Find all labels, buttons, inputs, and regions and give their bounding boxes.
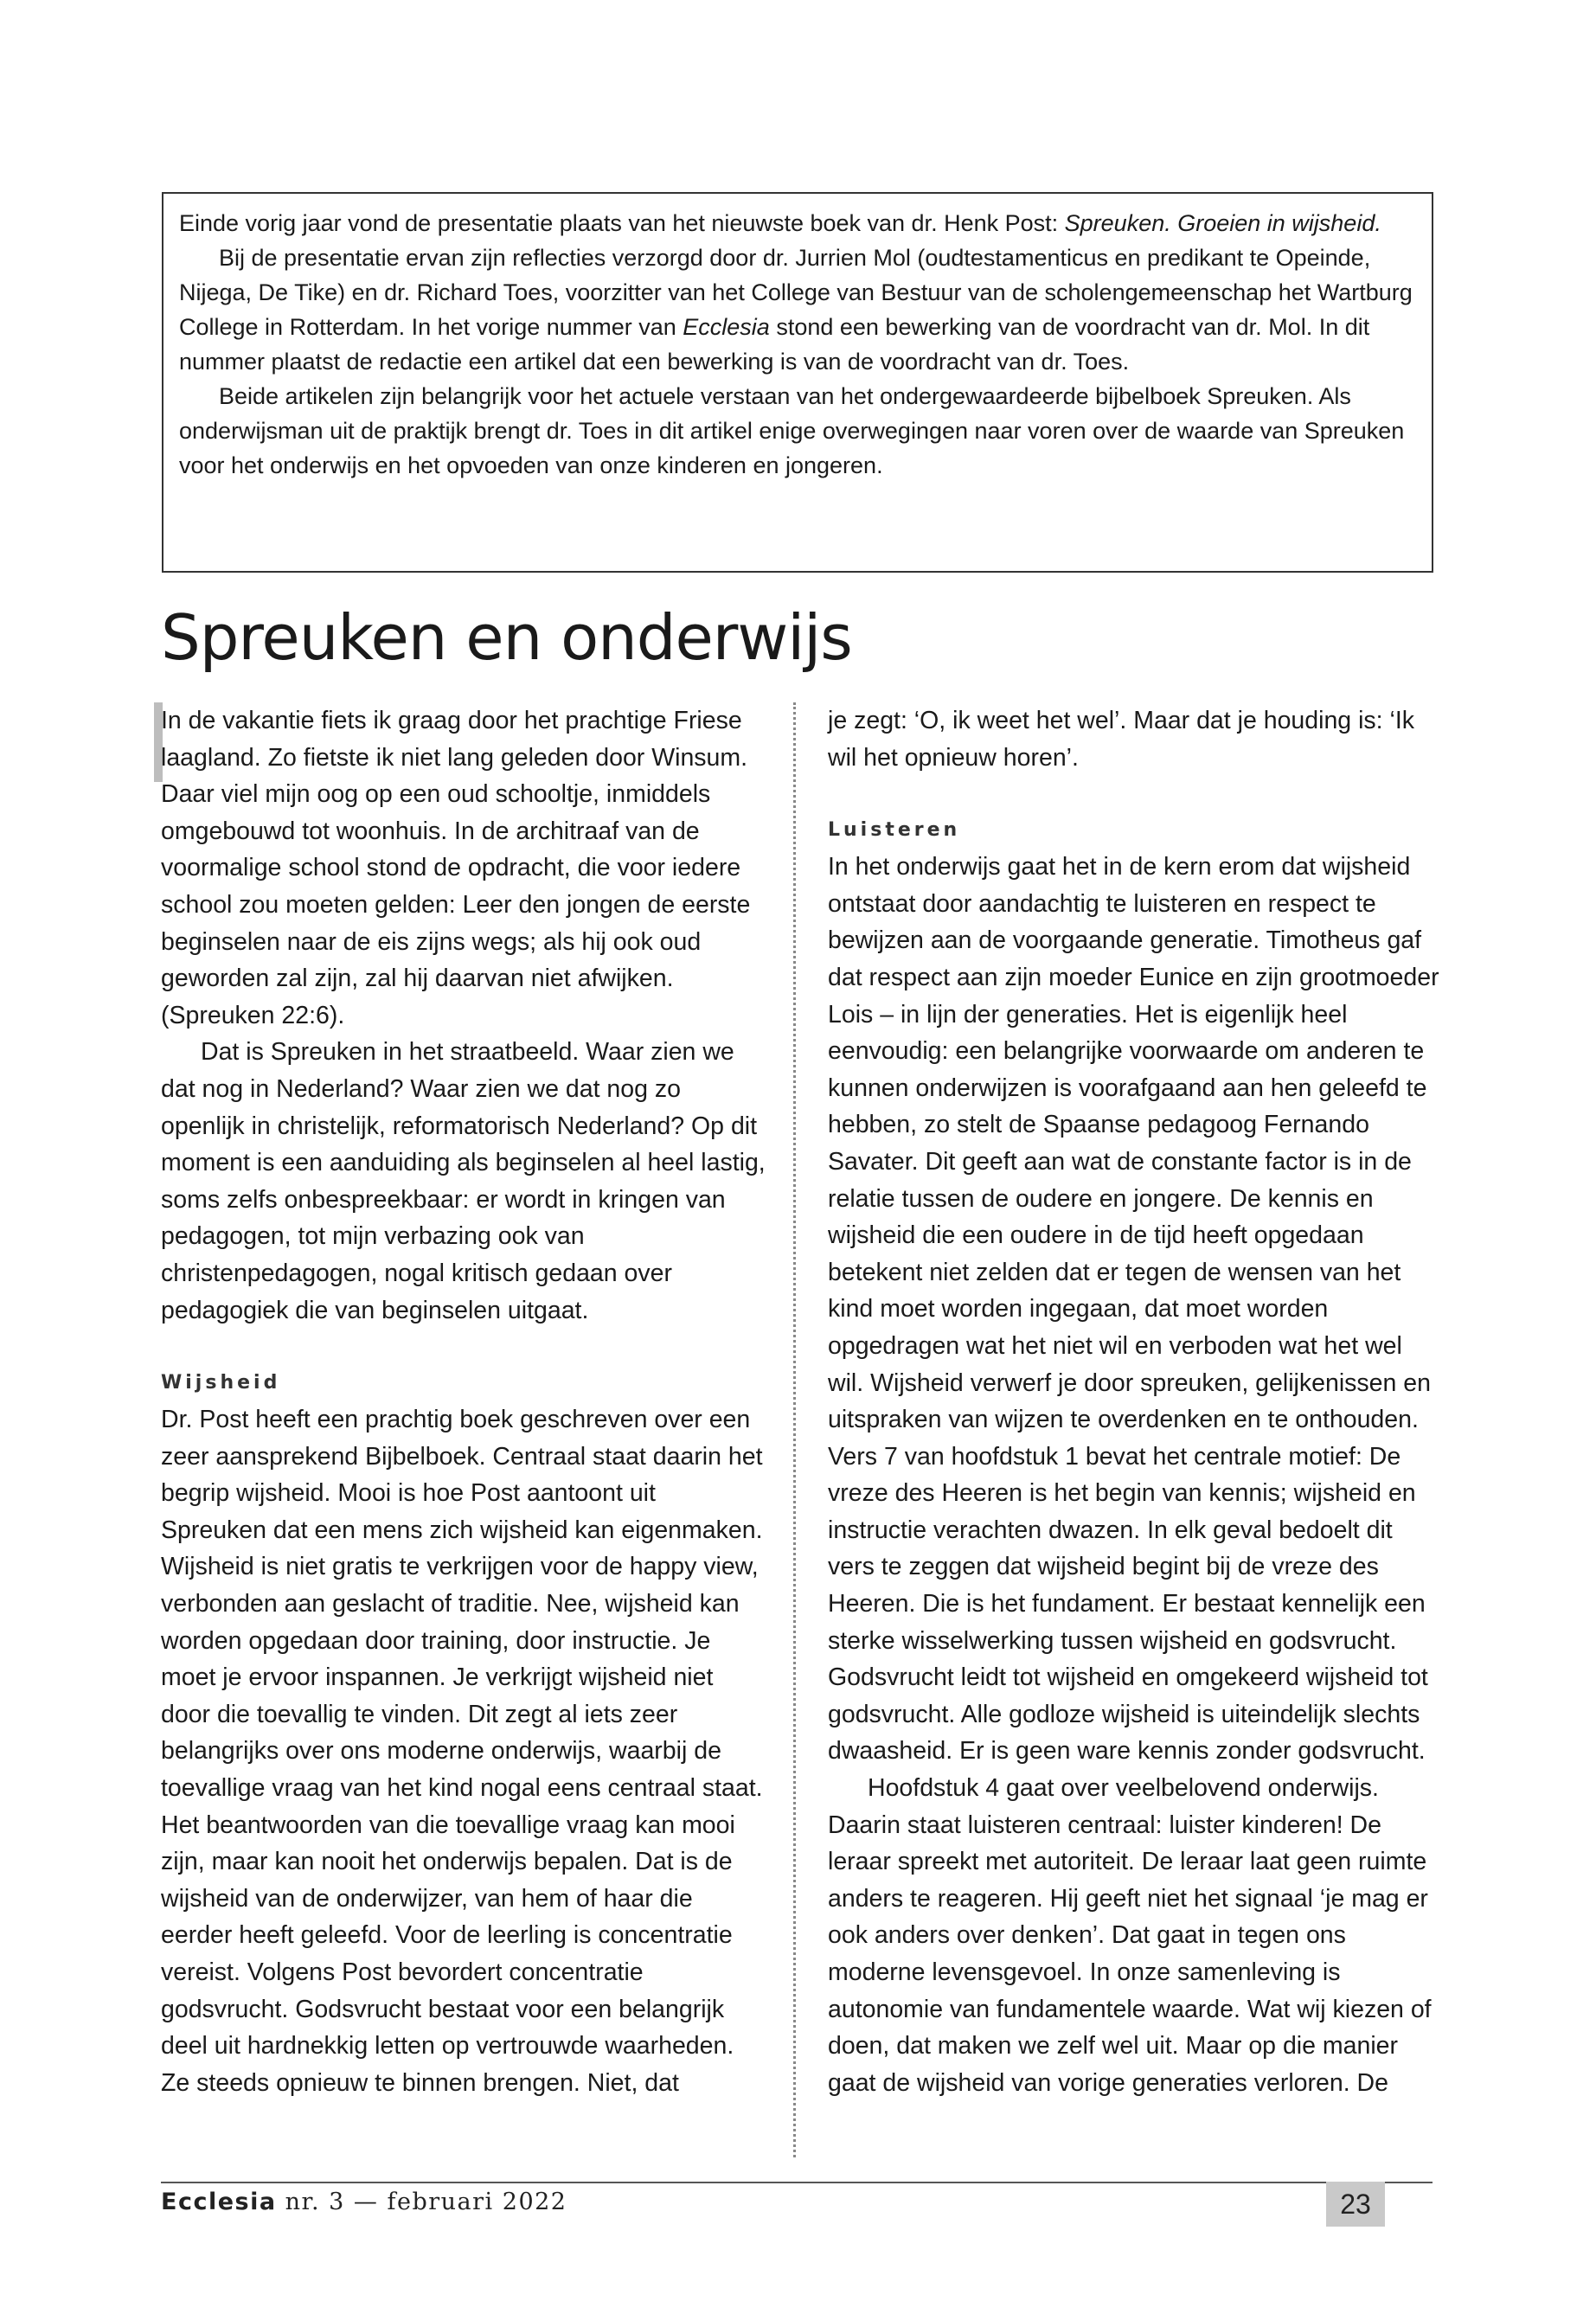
body-paragraph: Hoofdstuk 4 gaat over veelbelovend onderwijs. Daarin staat luisteren centraal: luister kinderen! De leraar spreekt met autoriteit. De leraar laat geen ruimte anders te reageren. Hij geeft niet het signaal ‘je mag er ook anders over denken’. Dat gaat in tegen ons moderne levensgevoel. In onze samenleving is autonomie van fundamentele waarde. Wat wij kiezen of doen, dat maken we zelf wel uit. Maar op die manier gaat de wijsheid van vorige generaties verloren. De [828, 1774, 1432, 2097]
body-paragraph: In de vakantie fiets ik graag door het prachtige Friese laagland. Zo fietste ik niet lang geleden door Winsum. Daar viel mijn oog op een oud schooltje, inmiddels omgebouwd tot woonhuis. In de architraaf van de voormalige school stond de opdracht, die voor iedere school zou moeten gelden: Leer den jongen de eerste beginselen naar de eis zijns wegs; als hij ook oud geworden zal zijn, zal hij daarvan niet afwijken. (Spreuken 22:6). [161, 707, 751, 1029]
body-paragraph: Dat is Spreuken in het straatbeeld. Waar zien we dat nog in Nederland? Waar zien we dat nog zo openlijk in christelijk, reformatorisch Nederland? Op dit moment is een aanduiding als beginselen al heel lastig, soms zelfs onbespreekbaar: er wordt in kringen van pedagogen, tot mijn verbazing ook van christenpedagogen, nogal kritisch gedaan over pedagogiek die van beginselen uitgaat. [161, 1038, 766, 1324]
column-right [828, 702, 1440, 2101]
footer-rule [161, 2182, 1433, 2183]
footer-issue [161, 2189, 567, 2215]
body-paragraph: In het onderwijs gaat het in de kern erom dat wijsheid ontstaat door aandachtig te luisteren en respect te bewijzen aan de voorgaande generatie. Timotheus gaf dat respect aan zijn moeder Eunice en zijn grootmoeder Lois – in lijn der generaties. Het is eigenlijk heel eenvoudig: een belangrijke voorwaarde om anderen te kunnen onderwijzen is voorafgaand aan hen geleefd te hebben, zo stelt de Spaanse pedagoog Fernando Savater. Dit geeft aan wat de constante factor is in de relatie tussen de oudere en jongere. De kennis en wijsheid die een oudere in de tijd heeft opgedaan betekent niet zelden dat er tegen de wensen van het kind moet worden ingegaan, dat moet worden opgedragen wat het niet wil en verboden wat het wel wil. Wijsheid verwerf je door spreuken, gelijkenissen en uitspraken van wijzen te overdenken en te onthouden. Vers 7 van hoofdstuk 1 bevat het centrale motief: De vreze des Heeren is het begin van kennis; wijsheid en instructie verachten dwazen. In elk geval bedoelt dit vers te zeggen dat wijsheid begint bij de vreze des Heeren. Die is het fundament. Er bestaat kennelijk een sterke wisselwerking tussen wijsheid en godsvrucht. Godsvrucht leidt tot wijsheid en omgekeerd wijsheid tot godsvrucht. Alle godloze wijsheid is uiteindelijk slechts dwaasheid. Er is geen ware kennis zonder godsvrucht. [828, 853, 1439, 1766]
column-divider [793, 702, 796, 2157]
footer-journal: Ecclesia [161, 2189, 277, 2215]
intro-text: Einde vorig jaar vond de presentatie plaats van het nieuwste boek van dr. Henk Post: [179, 210, 1065, 236]
body-paragraph: je zegt: ‘O, ik weet het wel’. Maar dat je houding is: ‘Ik wil het opnieuw horen’. [828, 707, 1414, 772]
body-paragraph: Dr. Post heeft een prachtig boek geschreven over een zeer aansprekend Bijbelboek. Centraal staat daarin het begrip wijsheid. Mooi is hoe Post aantoont uit Spreuken dat een mens zich wijsheid kan eigenmaken. Wijsheid is niet gratis te verkrijgen voor de happy view, verbonden aan geslacht of traditie. Nee, wijsheid kan worden opgedaan door training, door instructie. Je moet je ervoor inspannen. Je verkrijgt wijsheid niet door die toevallig te vinden. Dit zegt al iets zeer belangrijks over ons moderne onderwijs, waarbij de toevallige vraag van het kind nogal eens centraal staat. Het beantwoorden van die toevallige vraag kan mooi zijn, maar kan nooit het onderwijs bepalen. Dat is de wijsheid van de onderwijzer, van hem of haar die eerder heeft geleefd. Voor de leerling is concentratie vereist. Volgens Post bevordert concentratie godsvrucht. Godsvrucht bestaat voor een belangrijk deel uit hardnekkig letten op vertrouwde waarheden. Ze steeds opnieuw te binnen brengen. Niet, dat [161, 1406, 763, 2097]
column-left [161, 702, 766, 2101]
intro-paragraph-1 [179, 206, 1416, 240]
section-heading-wijsheid: Wijsheid [161, 1372, 281, 1394]
book-title: Spreuken. Groeien in wijsheid. [1064, 210, 1381, 236]
intro-paragraph-3: Beide artikelen zijn belangrijk voor het actuele verstaan van het ondergewaardeerde bijbelboek Spreuken. Als onderwijsman uit de praktijk brengt dr. Toes in dit artikel enige overwegingen naar voren over de waarde van Spreuken voor het onderwijs en het opvoeden van onze kinderen en jongeren. [179, 383, 1405, 478]
page-number: 23 [1326, 2182, 1385, 2227]
intro-text: Bij de presentatie ervan zijn reflecties verzorgd door dr. Jurrien Mol (oudtestamenticus en predikant te Opeinde, Nijega, De Tike) en dr. Richard Toes, voorzitter van het College van Bestuur van de scholengemeenschap het Wartburg College in Rotterdam. In het vorige nummer van [179, 245, 1413, 340]
journal-name: Ecclesia [683, 314, 770, 340]
intro-text: stond een bewerking van de voordracht van dr. Mol. In dit nummer plaatst de redactie een artikel dat een bewerking is van de voordracht van dr. Toes. [179, 314, 1370, 375]
section-heading-luisteren: Luisteren [828, 819, 961, 842]
intro-paragraph-2 [179, 240, 1416, 379]
article-title: Spreuken en onderwijs [161, 601, 852, 674]
footer-issue-text: nr. 3 — februari 2022 [276, 2189, 567, 2215]
intro-box [162, 192, 1433, 573]
